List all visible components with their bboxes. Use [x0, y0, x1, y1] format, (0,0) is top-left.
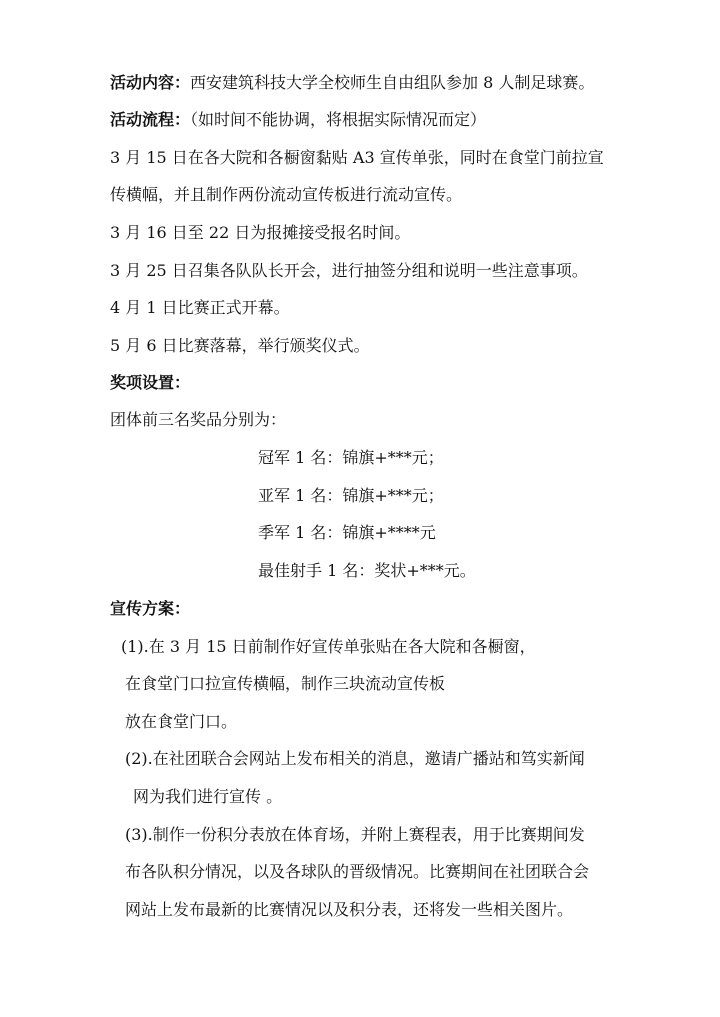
- award-item: 亚军 1 名：锦旗+***元；: [258, 486, 444, 505]
- flow-note: （如时间不能协调，将根据实际情况而定）: [190, 110, 487, 129]
- promo-line: 网站上发布最新的比赛情况以及积分表，还将发一些相关图片。: [125, 900, 574, 919]
- promo-heading: [110, 599, 190, 619]
- flow-label: 活动流程：: [110, 110, 191, 129]
- promo-line: 布各队积分情况，以及各球队的晋级情况。比赛期间在社团联合会: [125, 862, 590, 881]
- promo-line: 放在食堂门口。: [125, 712, 238, 731]
- flow-heading: [110, 110, 486, 130]
- content-line: [110, 73, 594, 93]
- promo-line: 网为我们进行宣传 。: [133, 787, 283, 806]
- award-item: 季军 1 名：锦旗+****元: [258, 523, 436, 542]
- content-label: 活动内容：: [110, 73, 191, 92]
- flow-line: 3 月 16 日至 22 日为报摊接受报名时间。: [110, 223, 411, 242]
- flow-line: 4 月 1 日比赛正式开幕。: [110, 298, 290, 317]
- content-text: 西安建筑科技大学全校师生自由组队参加 8 人制足球赛。: [190, 73, 595, 92]
- awards-label: 奖项设置：: [110, 373, 191, 392]
- promo-line: 在食堂门口拉宣传横幅，制作三块流动宣传板: [125, 674, 446, 693]
- flow-line: 传横幅，并且制作两份流动宣传板进行流动宣传。: [110, 185, 463, 204]
- promo-line: (3).制作一份积分表放在体育场，并附上赛程表，用于比赛期间发: [125, 825, 585, 844]
- flow-line: 3 月 25 日召集各队队长开会，进行抽签分组和说明一些注意事项。: [110, 261, 588, 280]
- flow-line: 3 月 15 日在各大院和各橱窗黏贴 A3 宣传单张，同时在食堂门前拉宣: [110, 148, 604, 167]
- promo-line: (1).在 3 月 15 日前制作好宣传单张贴在各大院和各橱窗，: [121, 637, 536, 656]
- awards-heading: [110, 373, 190, 393]
- flow-line: 5 月 6 日比赛落幕，举行颁奖仪式。: [110, 336, 370, 355]
- award-item: 最佳射手 1 名：奖状+***元。: [258, 561, 476, 580]
- award-item: 冠军 1 名：锦旗+***元；: [258, 448, 444, 467]
- promo-label: 宣传方案：: [110, 599, 191, 618]
- promo-line: (2).在社团联合会网站上发布相关的消息，邀请广播站和笃实新闻: [125, 749, 585, 768]
- awards-intro: 团体前三名奖品分别为：: [110, 410, 287, 429]
